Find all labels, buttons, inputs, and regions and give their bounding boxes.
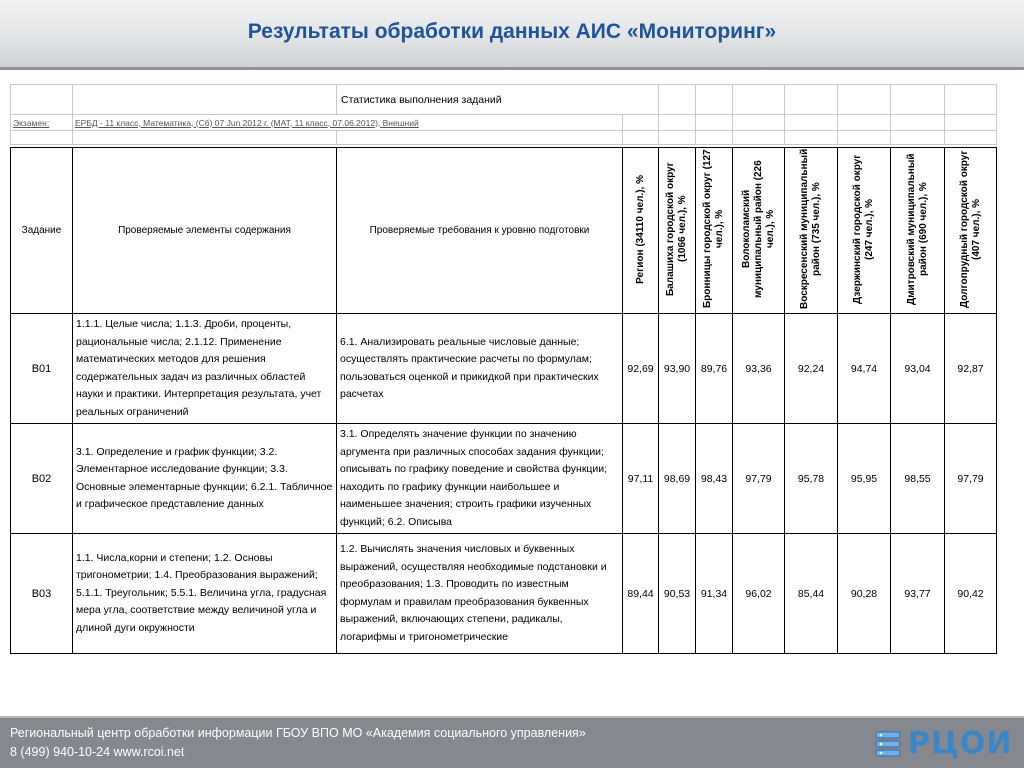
footer-contacts: 8 (499) 940-10-24 www.rcoi.net [10,745,185,759]
content-elements: 1.1. Числа,корни и степени; 1.2. Основы тригонометрии; 1.4. Преобразования выражений; 5.1.1. Треугольник; 5.5.1. Величина угла, градусная мера угла, соответствие между величиной угла и длиной дуги окружности [73,534,337,654]
value-dolgoprudny: 97,79 [945,424,997,534]
table-row [11,534,997,654]
footer-organization: Региональный центр обработки информации ГБОУ ВПО МО «Академия социального управления» [10,726,586,740]
grid-cell [733,85,785,115]
header-dzerzhinsky: Дзержинский городской округ (247 чел.), % [838,148,891,314]
value-voskresensk: 95,78 [785,424,838,534]
header-requirements: Проверяемые требования к уровню подготовки [337,148,623,314]
grid-cell [73,131,337,145]
value-region: 92,69 [623,314,659,424]
grid-cell [891,85,945,115]
requirements: 3.1. Определять значение функции по значению аргумента при различных способах задания функции; описывать по графику поведение и свойства функции; находить по графику функции наибольшее и наименьшее значения; строить графики изученных функций; 6.2. Описыва [337,424,623,534]
grid-cell [659,85,696,115]
value-volokolamsk: 93,36 [733,314,785,424]
grid-cell [785,85,838,115]
value-volokolamsk: 97,79 [733,424,785,534]
header-bronnitsy: Бронницы городской округ (127 чел.), % [696,148,733,314]
exam-value[interactable]: ЕРБД - 11 класс, Математика, (Сб) 07 Jun 2012 г. (МАТ, 11 класс, 07.06.2012), Внешний [73,115,623,131]
header-task: Задание [11,148,73,314]
grid-cell [785,131,838,145]
grid-cell [945,115,997,131]
grid-cell [659,131,696,145]
value-dmitrov: 93,04 [891,314,945,424]
grid-cell [838,115,891,131]
grid-cell [891,131,945,145]
slide-header [0,0,1024,70]
grid-cell [945,131,997,145]
results-table [10,147,997,654]
value-balashikha: 93,90 [659,314,696,424]
value-dzerzhinsky: 90,28 [838,534,891,654]
value-dolgoprudny: 90,42 [945,534,997,654]
value-dolgoprudny: 92,87 [945,314,997,424]
value-volokolamsk: 96,02 [733,534,785,654]
content-elements: 1.1.1. Целые числа; 1.1.3. Дроби, проценты, рациональные числа; 2.1.12. Применение математических методов для решения содержательных задач из различных областей науки и практики. Интерпретация результата, учет реальных ограничений [73,314,337,424]
grid-cell [623,115,659,131]
grid-cell [623,131,659,145]
logo-text: РЦОИ [908,726,1013,761]
grid-cell [696,131,733,145]
slide-footer [0,716,1024,768]
table-header-row [11,148,997,314]
value-bronnitsy: 91,34 [696,534,733,654]
content-elements: 3.1. Определение и график функции; 3.2. Элементарное исследование функции; 3.3. Основные элементарные функции; 6.2.1. Табличное и графическое представление данных [73,424,337,534]
value-dmitrov: 98,55 [891,424,945,534]
exam-label[interactable]: Экзамен: [11,115,73,131]
value-bronnitsy: 98,43 [696,424,733,534]
header-region: Регион (34110 чел.), % [623,148,659,314]
grid-cell [696,115,733,131]
value-voskresensk: 92,24 [785,314,838,424]
stats-title: Статистика выполнения заданий [337,85,659,115]
value-dzerzhinsky: 94,74 [838,314,891,424]
value-bronnitsy: 89,76 [696,314,733,424]
task-code: B01 [11,314,73,424]
value-region: 89,44 [623,534,659,654]
table-row [11,314,997,424]
grid-cell [73,85,337,115]
grid-cell [945,85,997,115]
header-dmitrov: Дмитровский муниципальный район (690 чел.), % [891,148,945,314]
header-balashikha: Балашиха городской округ (1066 чел.), % [659,148,696,314]
grid-cell [838,85,891,115]
grid-cell [659,115,696,131]
spreadsheet-area [10,84,1010,650]
value-balashikha: 90,53 [659,534,696,654]
requirements: 1.2. Вычислять значения числовых и буквенных выражений, осуществляя необходимые подстановки и преобразования; 1.3. Проводить по известным формулам и правилам преобразования буквенных выражений, включающих степени, радикалы, логарифмы и тригонометрические [337,534,623,654]
header-elements: Проверяемые элементы содержания [73,148,337,314]
value-voskresensk: 85,44 [785,534,838,654]
rcoi-logo [870,722,1018,766]
value-dmitrov: 93,77 [891,534,945,654]
table-row [11,424,997,534]
grid-cell [696,85,733,115]
grid-cell [11,131,73,145]
header-voskresensk: Воскресенский муниципальный район (735 чел.), % [785,148,838,314]
grid-cell [733,115,785,131]
task-code: B03 [11,534,73,654]
grid-cell [11,85,73,115]
header-volokolamsk: Волоколамский муниципальный район (226 чел.), % [733,148,785,314]
header-dolgoprudny: Долгопрудный городской округ (407 чел.), % [945,148,997,314]
grid-cell [891,115,945,131]
slide-title: Результаты обработки данных АИС «Мониторинг» [247,20,777,43]
task-code: B02 [11,424,73,534]
sheet-header-grid [10,84,997,145]
grid-cell [785,115,838,131]
server-stack-icon [872,726,906,762]
requirements: 6.1. Анализировать реальные числовые данные; осуществлять практические расчеты по формулам; пользоваться оценкой и прикидкой при практических расчетах [337,314,623,424]
value-balashikha: 98,69 [659,424,696,534]
value-dzerzhinsky: 95,95 [838,424,891,534]
grid-cell [733,131,785,145]
value-region: 97,11 [623,424,659,534]
grid-cell [838,131,891,145]
grid-cell [337,131,623,145]
